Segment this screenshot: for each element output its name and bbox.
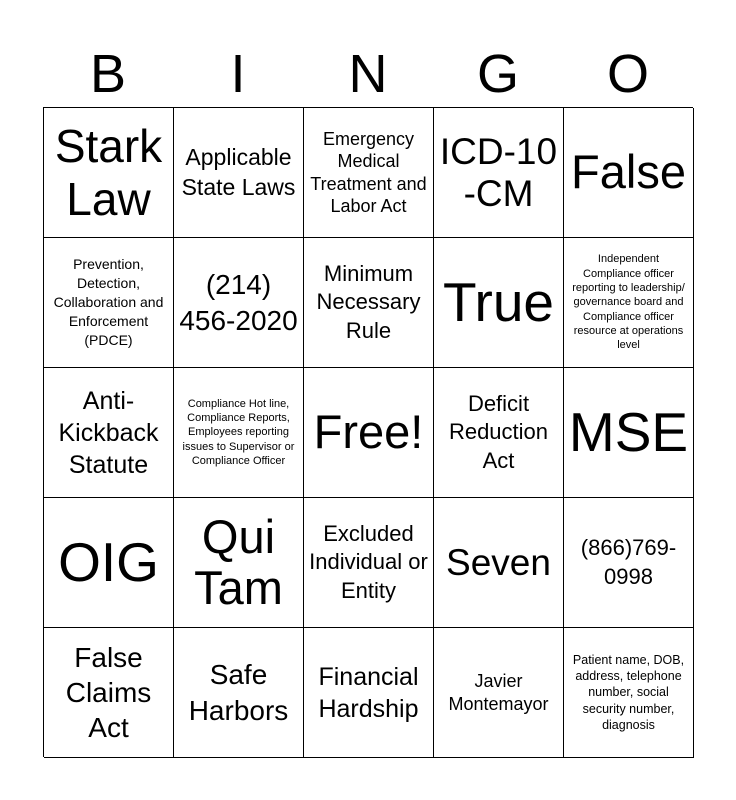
bingo-cell-text: Independent Compliance officer reporting to leadership/ governance board and Compliance officer resource at operations level <box>572 253 685 352</box>
bingo-cell-r4c1[interactable] <box>44 498 174 628</box>
bingo-cell-r5c5[interactable] <box>564 628 694 758</box>
bingo-cell-r3c4[interactable] <box>434 368 564 498</box>
bingo-cell-text: (866)769-0998 <box>580 535 677 589</box>
bingo-cell-r5c2[interactable] <box>174 628 304 758</box>
bingo-cell-r2c4[interactable] <box>434 238 564 368</box>
bingo-cell-r2c2[interactable] <box>174 238 304 368</box>
bingo-cell-text: ICD-10-CM <box>439 130 558 214</box>
bingo-header <box>43 40 693 108</box>
bingo-cell-text: Anti-Kickback Statute <box>58 386 159 479</box>
bingo-cell-text: False Claims Act <box>65 641 152 744</box>
bingo-cell-r1c5[interactable] <box>564 108 694 238</box>
bingo-cell-text: Seven <box>446 541 551 583</box>
bingo-cell-r1c2[interactable] <box>174 108 304 238</box>
bingo-cell-r4c2[interactable] <box>174 498 304 628</box>
bingo-cell-r1c4[interactable] <box>434 108 564 238</box>
bingo-cell-text: MSE <box>568 400 689 463</box>
header-letter-i: I <box>230 44 246 104</box>
header-letter-g: G <box>476 44 519 104</box>
header-letter-o: O <box>606 44 649 104</box>
bingo-cell-text: Patient name, DOB, address, telephone number, social security number, diagnosis <box>572 652 685 732</box>
bingo-cell-text: OIG <box>58 530 159 593</box>
bingo-cell-r5c3[interactable] <box>304 628 434 758</box>
bingo-cell-text: Safe Harbors <box>188 659 289 726</box>
bingo-cell-text: (214) 456-2020 <box>179 269 298 336</box>
bingo-cell-r4c4[interactable] <box>434 498 564 628</box>
bingo-cell-r2c3[interactable] <box>304 238 434 368</box>
bingo-cell-r3c2[interactable] <box>174 368 304 498</box>
bingo-cell-text: Financial Hardship <box>318 662 419 723</box>
bingo-cell-r3c3[interactable] <box>304 368 434 498</box>
bingo-cell-r3c5[interactable] <box>564 368 694 498</box>
bingo-cell-r4c3[interactable] <box>304 498 434 628</box>
bingo-cell-text: Javier Montemayor <box>448 671 549 714</box>
bingo-cell-text: Applicable State Laws <box>181 143 296 200</box>
bingo-cell-r1c1[interactable] <box>44 108 174 238</box>
bingo-cell-text: Excluded Individual or Entity <box>309 521 428 603</box>
bingo-grid <box>43 107 693 757</box>
bingo-cell-text: Qui Tam <box>194 510 283 614</box>
bingo-cell-text: Emergency Medical Treatment and Labor Act <box>310 128 427 216</box>
bingo-cell-text: False <box>571 145 686 199</box>
header-letter-b: B <box>89 44 127 104</box>
bingo-cell-text: Stark Law <box>54 119 163 225</box>
bingo-cell-r5c4[interactable] <box>434 628 564 758</box>
bingo-cell-r2c1[interactable] <box>44 238 174 368</box>
bingo-cell-text: Prevention, Detection, Collaboration and Enforcement (PDCE) <box>53 256 164 348</box>
bingo-cell-text: Minimum Necessary Rule <box>316 261 421 343</box>
bingo-cell-text: Compliance Hot line, Compliance Reports, Employees reporting issues to Supervisor or Compliance Officer <box>182 397 295 467</box>
bingo-cell-r3c1[interactable] <box>44 368 174 498</box>
bingo-cell-text: Deficit Reduction Act <box>448 391 549 473</box>
bingo-cell-r5c1[interactable] <box>44 628 174 758</box>
bingo-cell-r1c3[interactable] <box>304 108 434 238</box>
bingo-cell-text: True <box>442 270 555 333</box>
bingo-cell-text: Free! <box>313 405 424 459</box>
bingo-cell-r2c5[interactable] <box>564 238 694 368</box>
bingo-cell-r4c5[interactable] <box>564 498 694 628</box>
header-letter-n: N <box>348 44 388 104</box>
